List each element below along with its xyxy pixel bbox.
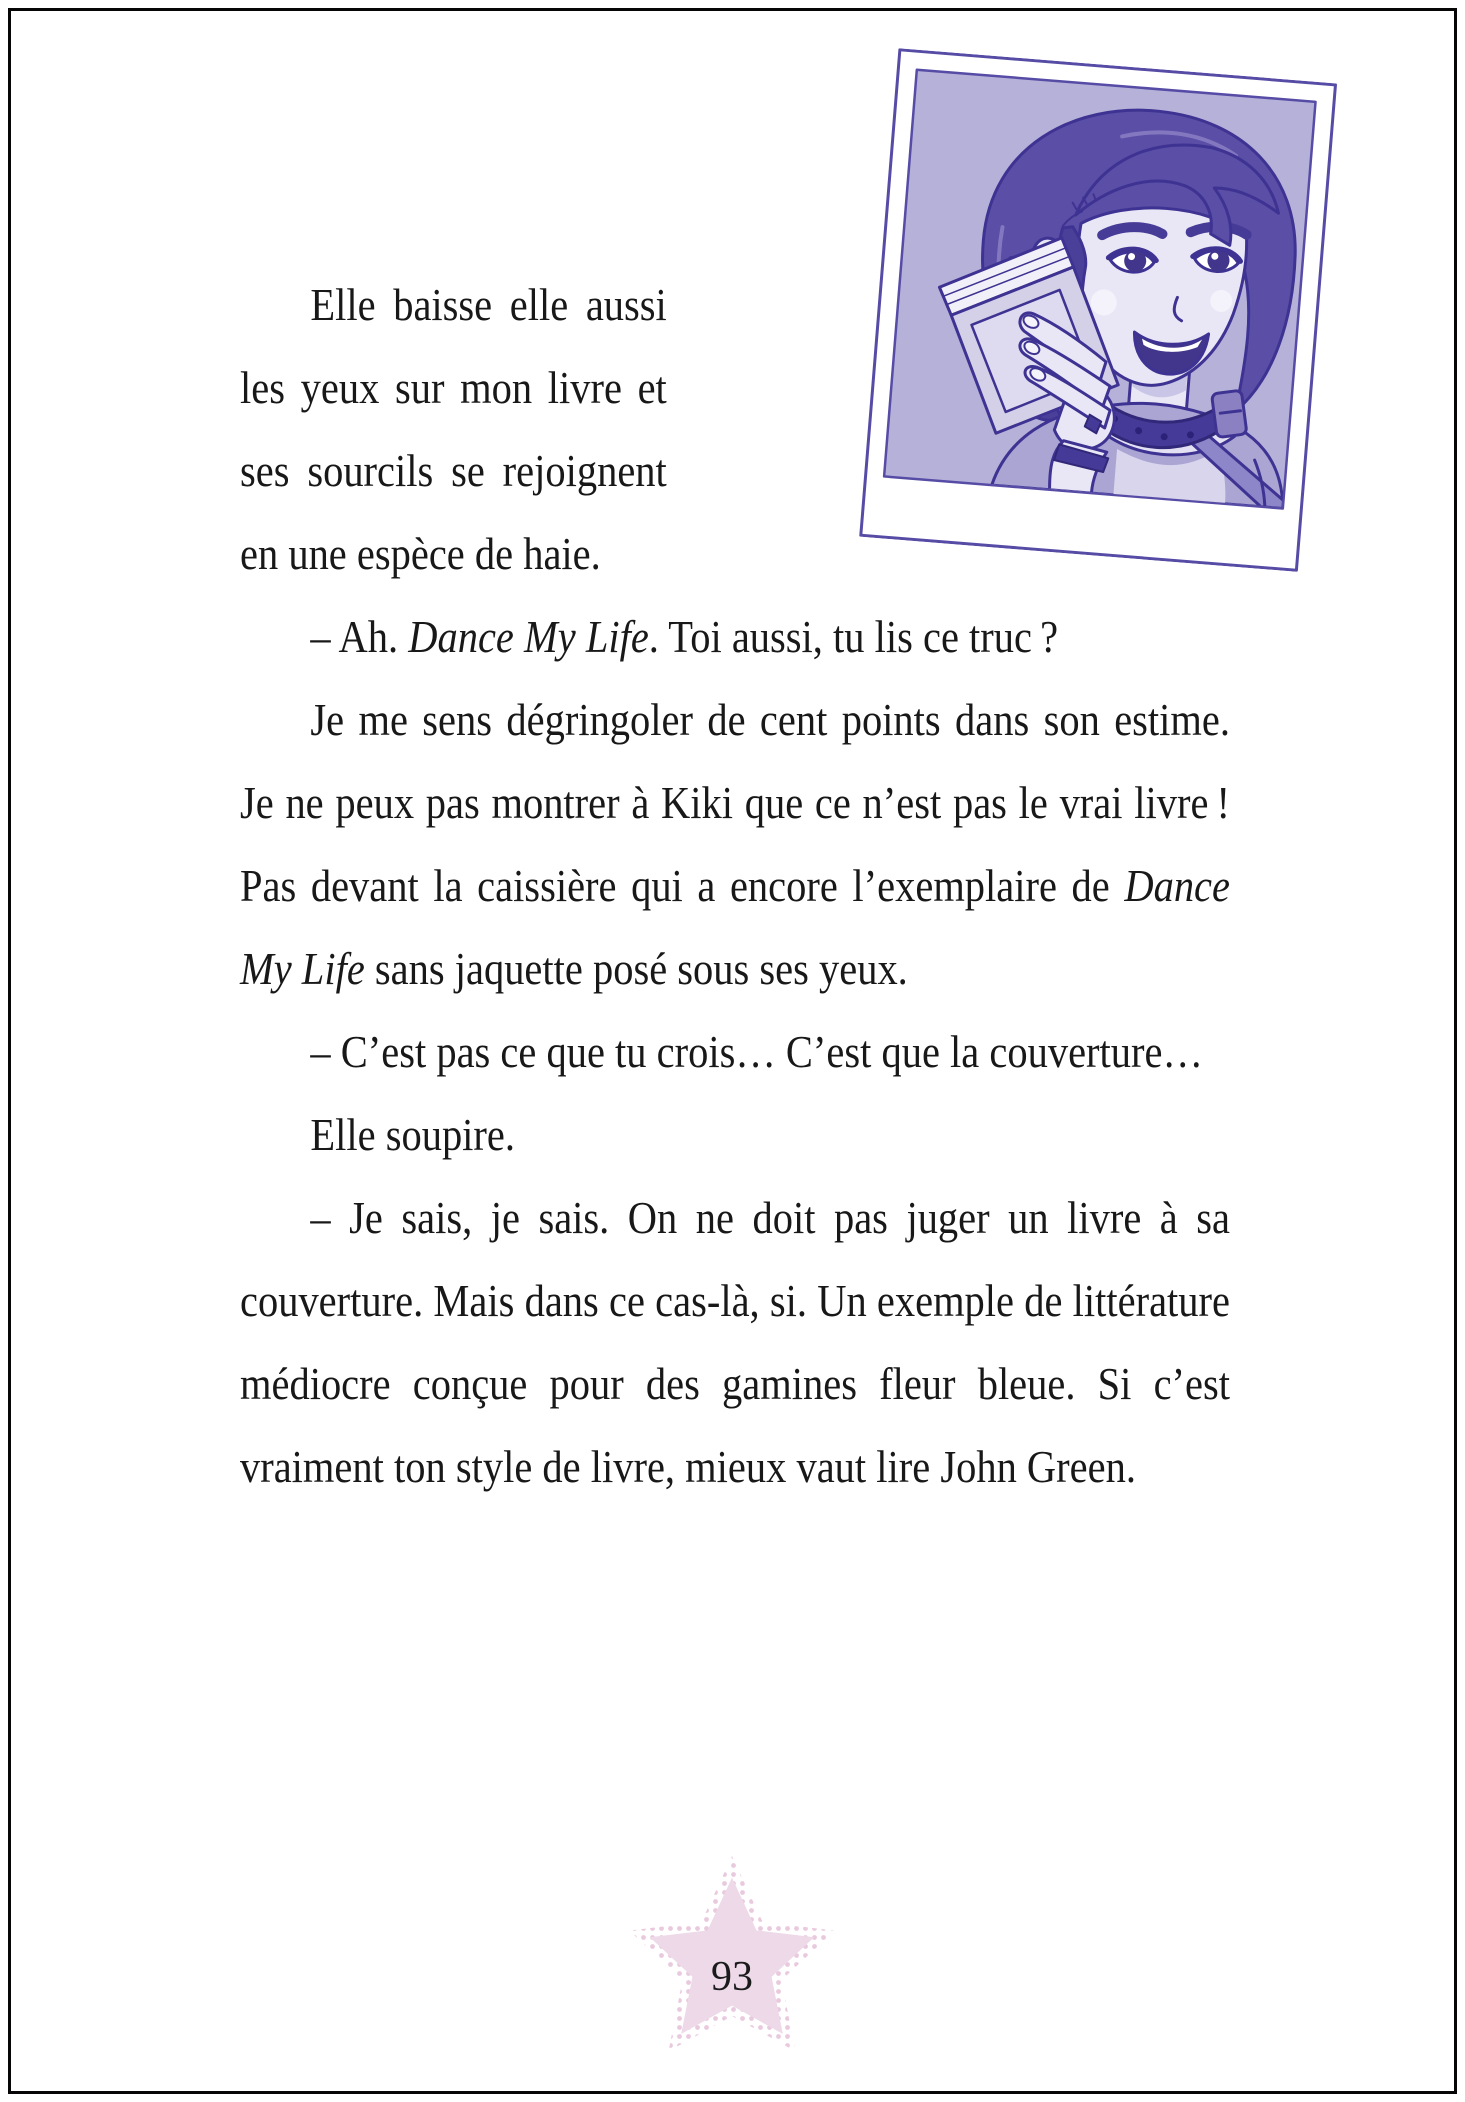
paragraph: – C’est pas ce que tu crois… C’est que la couverture… [310, 1026, 1203, 1077]
paragraph: – Je sais, je sais. On ne doit pas juger un livre à sa couverture. Mais dans ce cas-là, si. Un exemple de littérature médiocre conçue pour des gamines fleur bleue. Si c’est vraiment ton style de livre, mieux vaut lire John Green. [240, 1192, 1230, 1492]
page-number: 93 [711, 1954, 753, 2000]
story-text [240, 263, 1230, 1508]
image-wrap-spacer [667, 263, 1230, 595]
paragraph: Elle soupire. [310, 1109, 515, 1160]
paragraph: Je me sens dégringoler de cent points dans son estime. Je ne peux pas montrer à Kiki que ce n’est pas le vrai livre ! Pas devant la caissière qui a encore l’exemplaire de Dance My Life sans jaquette posé sous ses yeux. [240, 694, 1230, 994]
paragraph: – Ah. Dance My Life. Toi aussi, tu lis ce truc ? [310, 611, 1059, 662]
paragraph: Elle baisse elle aussi les yeux sur mon livre et ses sourcils se rejoignent en une espèce de haie. [240, 279, 667, 579]
page-footer [612, 1852, 852, 2072]
